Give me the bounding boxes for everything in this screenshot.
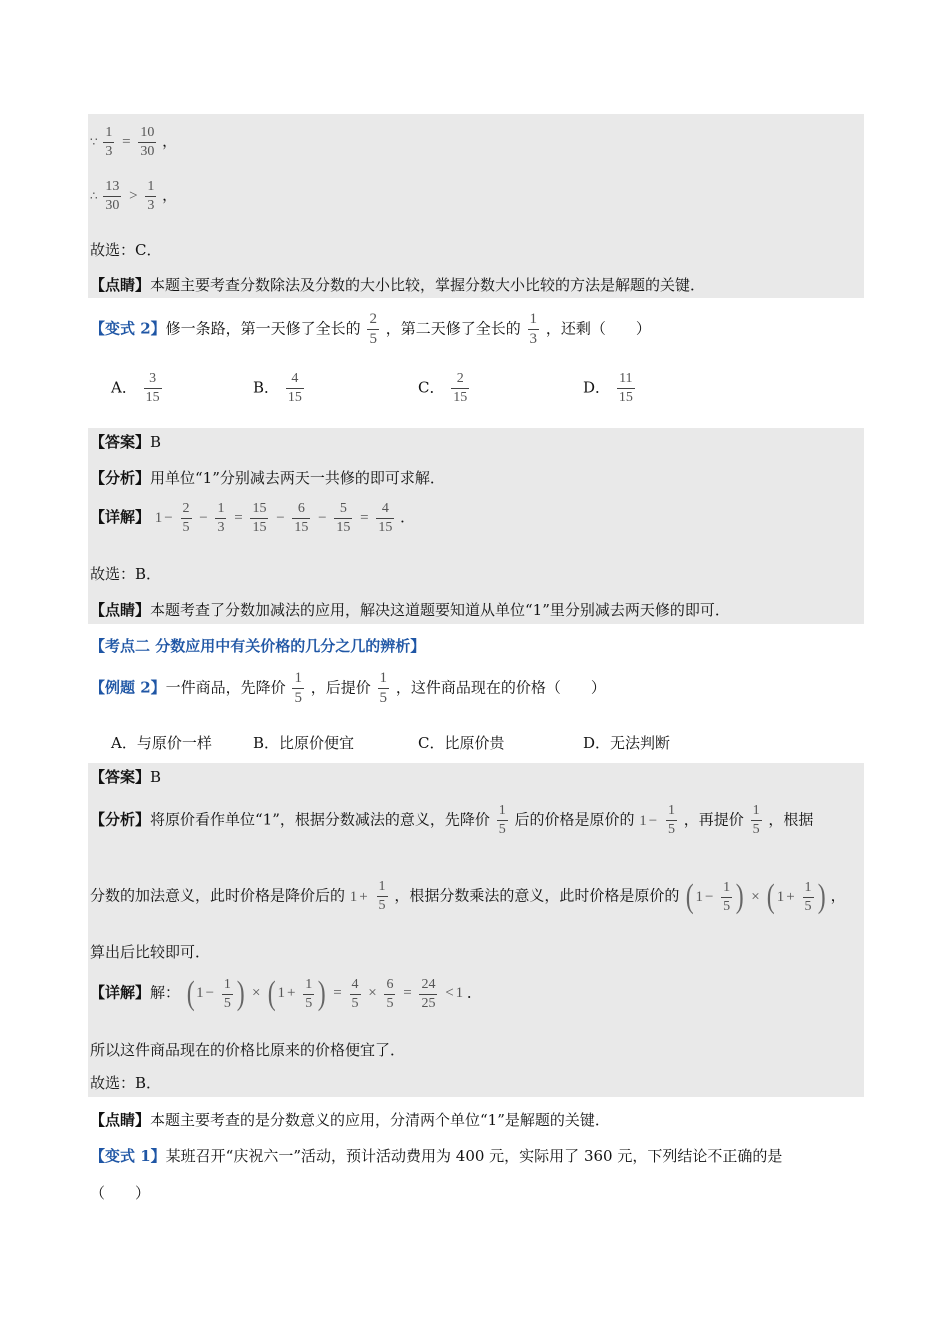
variant2-tip: 【点睛】本题考查了分数加减法的应用，解决这道题要知道从单位“1”里分别减去两天修的即可． [90, 601, 730, 619]
example2-option-b: B．比原价便宜 [253, 734, 355, 752]
equation-line-2: ∴ $\frac{13}{30}$ > $\frac{1}{3}$ ， [90, 179, 178, 213]
example2-tip: 【点睛】本题主要考查的是分数意义的应用，分清两个单位“1”是解题的关键． [90, 1111, 610, 1129]
select-line-1: 故选：C． [90, 241, 162, 259]
variant2-option-d: D． $\frac{11}{15}$ [583, 371, 633, 405]
variant2-question: 【变式 2】修一条路，第一天修了全长的 $\frac{2}{5}$ ，第二天修了全长的 $\frac{1}{3}$ ，还剩（ ） [90, 311, 651, 347]
tip-line-1: 【点睛】本题主要考查分数除法及分数的大小比较，掌握分数大小比较的方法是解题的关键． [90, 276, 706, 294]
variant2-option-b: B． $\frac{4}{15}$ [253, 371, 302, 405]
example2-conclusion: 所以这件商品现在的价格比原来的价格便宜了． [90, 1041, 406, 1059]
example2-analysis-line-2: 分数的加法意义，此时价格是降价后的 1 + $\frac{1}{5}$ ，根据分数乘法的意义，此时价格是原价的 ( 1 − $\frac{1}{5}$ ) × ( 1 + $\frac{1}{5}$ ) ， [90, 878, 846, 916]
variant2-answer: 【答案】B [90, 433, 162, 451]
example2-answer: 【答案】B [90, 768, 162, 786]
example2-detail: 【详解】解： ( 1 − $\frac{1}{5}$ ) × ( 1 + $\frac{1}{5}$ ) = $\frac{4}{5}$ × $\frac{6}{5}$ = $\frac{24}{25}$ < 1 ． [90, 975, 482, 1012]
section2-title: 【考点二 分数应用中有关价格的几分之几的辨析】 [90, 637, 426, 655]
variant2-detail: 【详解】 1 − $\frac{2}{5}$ − $\frac{1}{3}$ = $\frac{15}{15}$ − $\frac{6}{15}$ − $\frac{5}{15}$ = $\frac{4}{15}$ ． [90, 501, 416, 535]
equation-line-1: ∵ $\frac{1}{3}$ = $\frac{10}{30}$ ， [90, 125, 178, 159]
example2-analysis-line-1: 【分析】将原价看作单位“1”，根据分数减法的意义，先降价 $\frac{1}{5}$ 后的价格是原价的 1 − $\frac{1}{5}$ ，再提价 $\frac{1}{5}$ ，根据 [90, 803, 814, 837]
example2-analysis-line-3: 算出后比较即可． [90, 943, 211, 961]
variant2-analysis: 【分析】用单位“1”分别减去两天一共修的即可求解． [90, 469, 445, 487]
example2-option-a: A．与原价一样 [111, 734, 212, 752]
example2-option-c: C．比原价贵 [418, 734, 505, 752]
solution-block-1 [88, 114, 864, 298]
example2-question: 【例题 2】一件商品，先降价 $\frac{1}{5}$ ，后提价 $\frac{1}{5}$ ，这件商品现在的价格（ ） [90, 670, 606, 706]
variant1-question-paren: （ ） [90, 1184, 151, 1202]
variant2-option-a: A． $\frac{3}{15}$ [111, 371, 160, 405]
variant2-select: 故选：B． [90, 565, 162, 583]
variant2-option-c: C． $\frac{2}{15}$ [418, 371, 468, 405]
example2-select: 故选：B． [90, 1074, 162, 1092]
variant1-question: 【变式 1】某班召开“庆祝六一”活动，预计活动费用为 400 元，实际用了 360 元，下列结论不正确的是 [90, 1147, 783, 1165]
example2-option-d: D．无法判断 [583, 734, 671, 752]
